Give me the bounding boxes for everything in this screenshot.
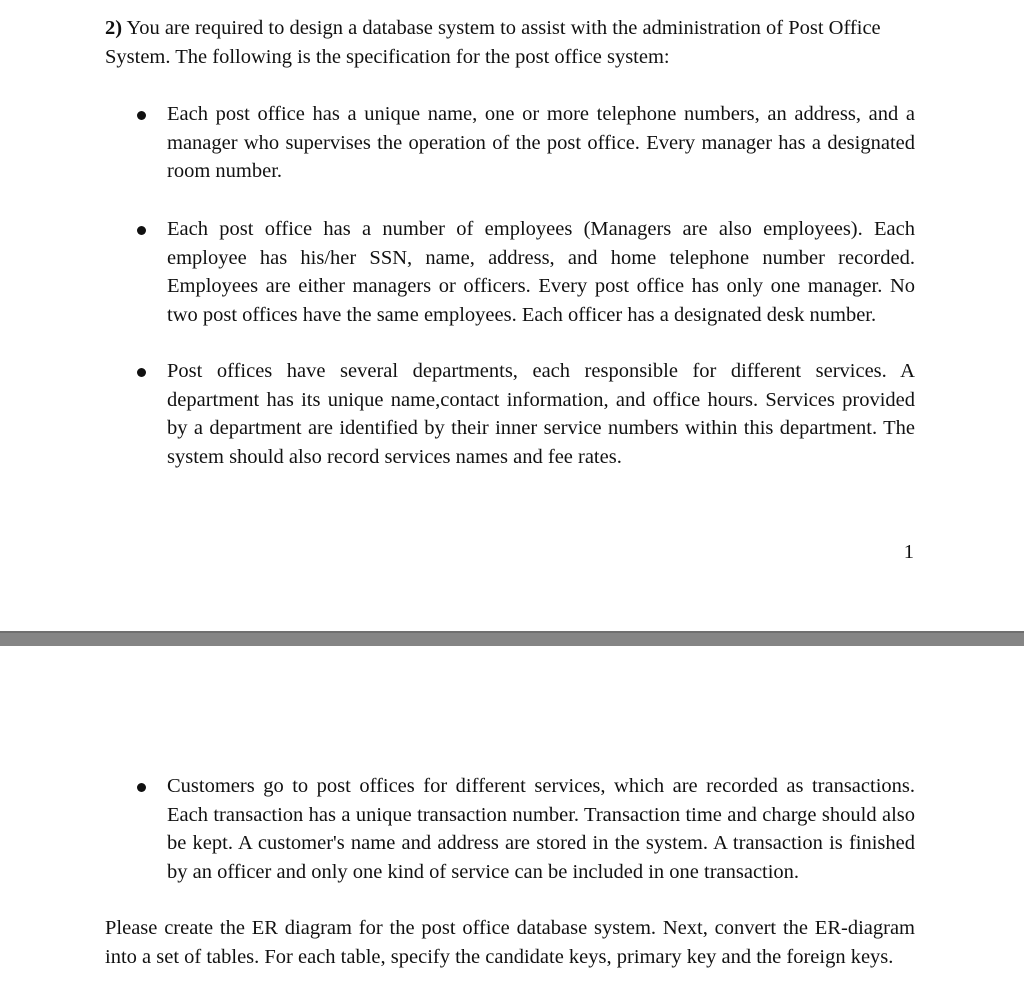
bullet-icon: [137, 368, 146, 377]
bullet-icon: [137, 783, 146, 792]
bullet-icon: [137, 226, 146, 235]
bullet-text: Post offices have several departments, each responsible for different services. A department has its unique name,contact information, and office hours. Services provided by a department are identified by their inner service numbers within this department. The system should also record services names and fee rates.: [167, 360, 915, 468]
page-number: 1: [903, 541, 914, 563]
bullet-text: Customers go to post offices for different services, which are recorded as transactions. Each transaction has a unique transaction number. Transaction time and charge should also be kept. A customer's name and address are stored in the system. A transaction is finished by an officer and only one kind of service can be included in one transaction.: [167, 775, 915, 883]
bullet-icon: [137, 111, 146, 120]
closing-paragraph: Please create the ER diagram for the post office database system. Next, convert the ER-diagram into a set of tables. For each table, specify the candidate keys, primary key and the foreign keys.: [105, 917, 915, 968]
question-intro: [105, 14, 915, 71]
page-separator: [0, 631, 1024, 646]
bullet-text: Each post office has a number of employees (Managers are also employees). Each employee has his/her SSN, name, address, and home telephone number recorded. Employees are either managers or officers. Every post office has only one manager. No two post offices have the same employees. Each officer has a designated desk number.: [167, 218, 915, 326]
document-page-2: [0, 646, 1024, 989]
bullet-text: Each post office has a unique name, one or more telephone numbers, an address, and a manager who supervises the operation of the post office. Every manager has a designated room number.: [167, 103, 915, 183]
page-separator-edge: [0, 631, 1024, 633]
question-intro-text: You are required to design a database system to assist with the administration of Post Office System. The following is the specification for the post office system:: [105, 17, 881, 68]
question-number: 2): [105, 17, 123, 39]
